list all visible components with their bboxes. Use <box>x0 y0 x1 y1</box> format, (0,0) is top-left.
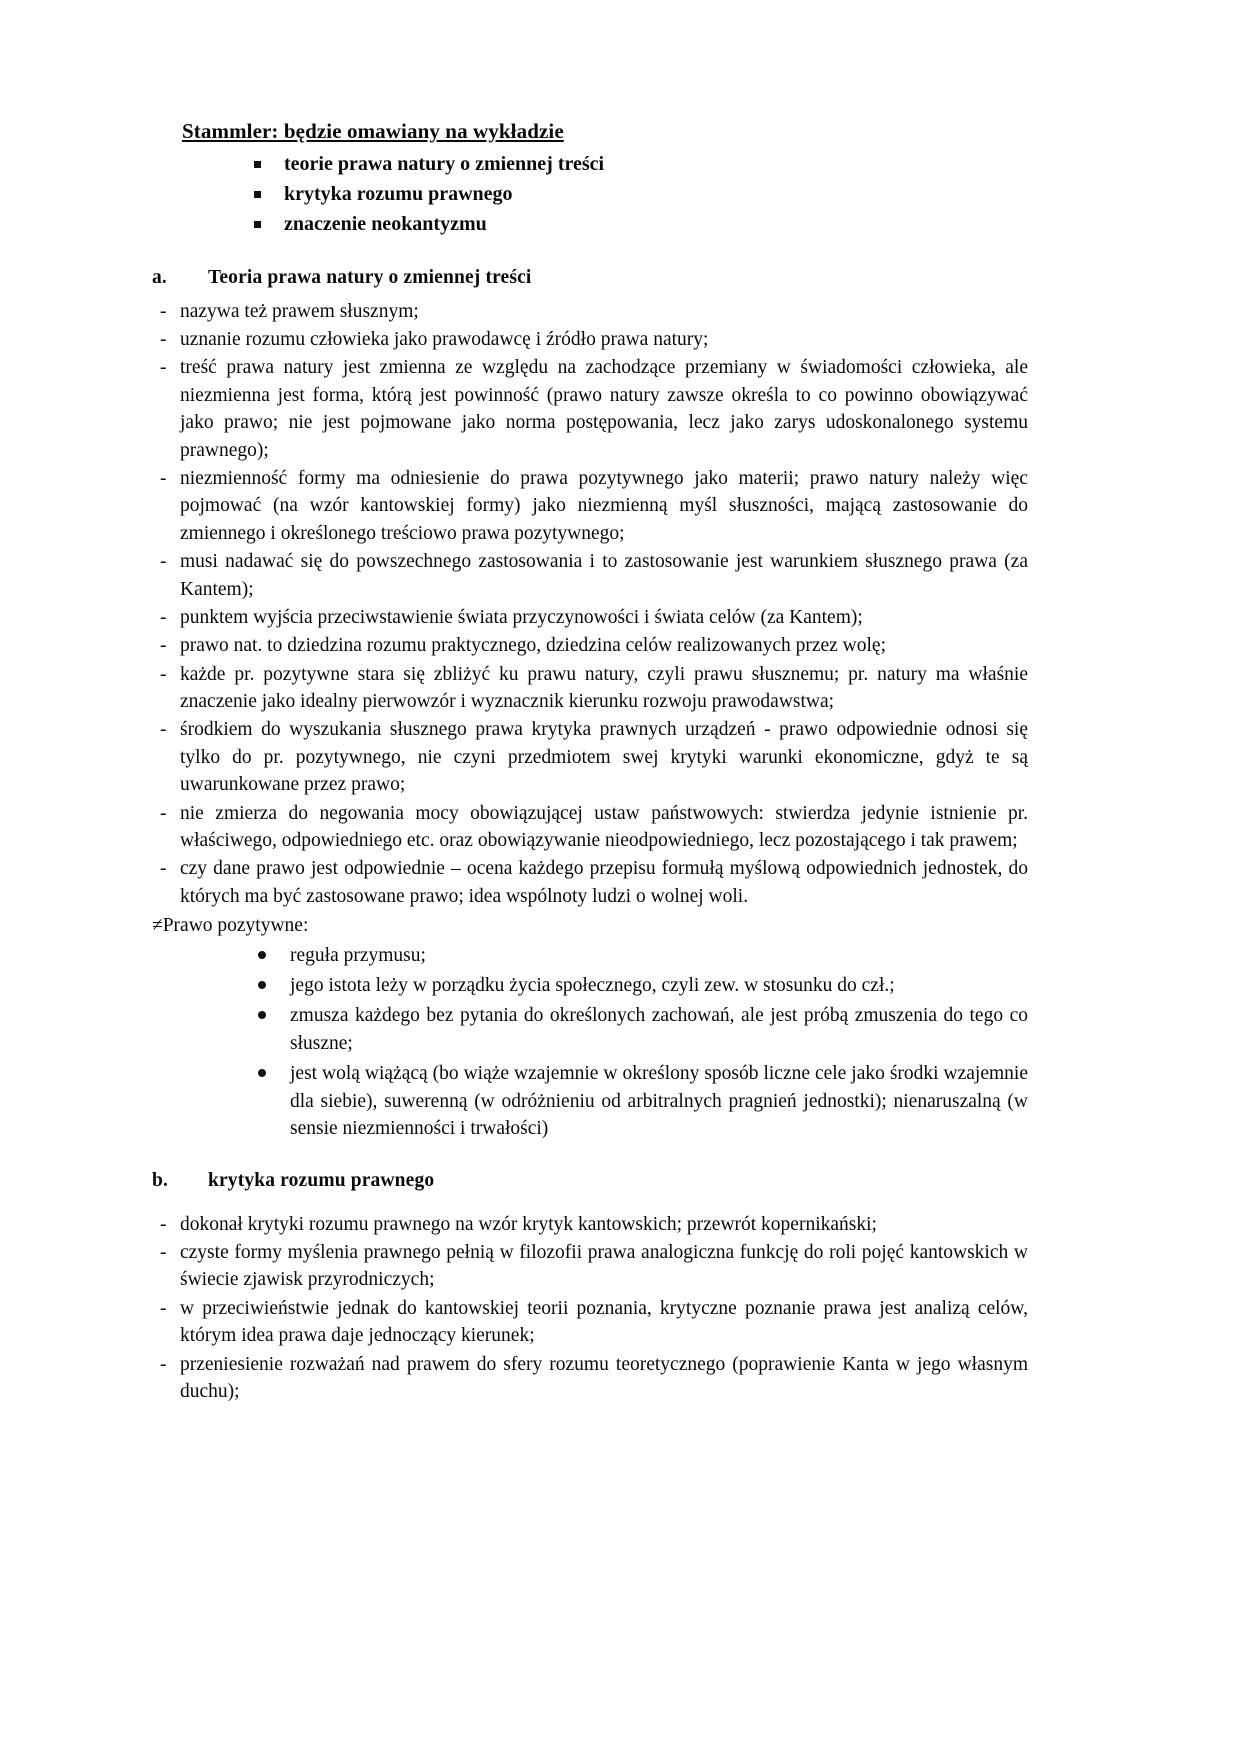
list-item <box>152 354 1028 464</box>
section-heading-a <box>152 265 1028 291</box>
dash-marker: - <box>160 1297 167 1319</box>
document-content <box>152 118 1028 1405</box>
list-item <box>152 1002 1028 1057</box>
list-item <box>152 661 1028 716</box>
item-text: jego istota leży w porządku życia społecznego, czyli zew. w stosunku do czł.; <box>290 974 895 996</box>
dash-marker: - <box>160 635 167 657</box>
item-text: punktem wyjścia przeciwstawienie świata przyczynowości i świata celów (za Kantem); <box>180 606 863 628</box>
list-item <box>152 179 1028 209</box>
dash-marker: - <box>160 663 167 685</box>
item-text: środkiem do wyszukania słusznego prawa krytyka prawnych urządzeń - prawo odpowiednie odnosi się tylko do pr. pozytywnego, nie czyni przedmiotem swej krytyki warunki ekonomiczne, gdyż te są uwarunkowane przez prawo; <box>180 719 1028 796</box>
item-text: czy dane prawo jest odpowiednie – ocena każdego przepisu formułą myślową odpowiednich jednostek, do których ma być zastosowane prawo; idea wspólnoty ludzi o wolnej woli. <box>180 858 1028 907</box>
dash-marker: - <box>160 1242 167 1264</box>
item-text: nie zmierza do negowania mocy obowiązującej ustaw państwowych: stwierdza jedynie istnienie pr. właściwego, odpowiedniego etc. oraz obowiązywanie nieodpowiedniego, lecz pozostającego i tak prawem; <box>180 802 1028 852</box>
dash-marker: - <box>160 606 167 628</box>
section-marker: a. <box>152 267 167 289</box>
list-item <box>152 298 1028 325</box>
list-item <box>152 1351 1028 1406</box>
dash-marker: - <box>160 300 167 322</box>
item-text: przeniesienie rozważań nad prawem do sfery rozumu teoretycznego (poprawienie Kanta w jego własnym duchu); <box>180 1353 1028 1402</box>
section-a-items <box>152 298 1028 911</box>
topic-label: znaczenie neokantyzmu <box>284 213 487 236</box>
section-b-items <box>152 1211 1028 1406</box>
round-bullet-icon <box>258 951 266 959</box>
list-item <box>152 1239 1028 1294</box>
section-title: krytyka rozumu prawnego <box>208 1170 435 1192</box>
list-item <box>152 1060 1028 1142</box>
list-item <box>152 632 1028 659</box>
item-text: czyste formy myślenia prawnego pełnią w filozofii prawa analogiczna funkcję do roli pojęć kantowskich w świecie zjawisk przyrodniczych; <box>180 1242 1028 1291</box>
list-item <box>152 942 1028 969</box>
item-text: jest wolą wiążącą (bo wiąże wzajemnie w określony sposób liczne cele jako środki wzajemnie dla siebie), suwerenną (w odróżnieniu od arbitralnych pragnień jednostki); nienaruszalną (w sensie niezmienności i trwałości) <box>290 1063 1028 1139</box>
item-text: treść prawa natury jest zmienna ze względu na zachodzące przemiany w świadomości człowieka, ale niezmienna jest forma, którą jest powinność (prawo natury zawsze określa to co powinno obowiązywać jako prawo; nie jest pojmowane jako norma postępowania, lecz jako zarys udoskonalonego systemu prawnego); <box>180 357 1028 461</box>
negation-label: ≠Prawo pozytywne: <box>152 915 309 937</box>
dash-marker: - <box>160 858 167 880</box>
item-text: dokonał krytyki rozumu prawnego na wzór krytyk kantowskich; przewrót kopernikański; <box>180 1213 877 1235</box>
round-bullet-icon <box>258 1069 266 1077</box>
list-item <box>152 1211 1028 1238</box>
item-text: prawo nat. to dziedzina rozumu praktycznego, dziedzina celów realizowanych przez wolę; <box>180 635 887 657</box>
list-item <box>152 326 1028 353</box>
list-item <box>152 209 1028 239</box>
item-text: uznanie rozumu człowieka jako prawodawcę i źródło prawa natury; <box>180 329 709 350</box>
item-text: niezmienność formy ma odniesienie do prawa pozytywnego jako materii; prawo natury należy więc pojmować (na wzór kantowskiej formy) jako niezmienną myśl słuszności, mającą zastosowanie do zmiennego i określonego treściowo prawa pozytywnego; <box>180 467 1028 544</box>
list-item <box>152 855 1028 910</box>
topic-label: krytyka rozumu prawnego <box>284 183 513 206</box>
dash-marker: - <box>160 1353 167 1375</box>
dash-marker: - <box>160 719 167 741</box>
section-title: Teoria prawa natury o zmiennej treści <box>208 267 532 289</box>
list-item <box>152 972 1028 999</box>
item-text: musi nadawać się do powszechnego zastosowania i to zastosowanie jest warunkiem słusznego prawa (za Kantem); <box>180 551 1028 600</box>
dash-marker: - <box>160 329 167 350</box>
dash-marker: - <box>160 802 167 824</box>
dash-marker: - <box>160 1213 167 1235</box>
positive-law-list <box>152 942 1028 1143</box>
square-bullet-icon <box>254 221 261 228</box>
section-marker: b. <box>152 1170 169 1192</box>
dash-marker: - <box>160 357 167 379</box>
list-item <box>152 548 1028 603</box>
page-title: Stammler: będzie omawiany na wykładzie <box>182 119 564 143</box>
item-text: nazywa też prawem słusznym; <box>180 300 419 322</box>
list-item <box>152 800 1028 855</box>
round-bullet-icon <box>258 981 266 989</box>
dash-marker: - <box>160 467 167 489</box>
list-item <box>152 1295 1028 1350</box>
square-bullet-icon <box>254 161 261 168</box>
item-text: zmusza każdego bez pytania do określonych zachowań, ale jest próbą zmuszenia do tego co słuszne; <box>290 1005 1028 1054</box>
list-item <box>152 716 1028 798</box>
round-bullet-icon <box>258 1011 266 1019</box>
list-item <box>152 604 1028 631</box>
list-item <box>152 465 1028 547</box>
topic-list <box>152 149 1028 239</box>
topic-label: teorie prawa natury o zmiennej treści <box>284 153 605 176</box>
dash-marker: - <box>160 551 167 573</box>
item-text: w przeciwieństwie jednak do kantowskiej teorii poznania, krytyczne poznanie prawa jest analizą celów, którym idea prawa daje jednoczący kierunek; <box>180 1297 1028 1347</box>
list-item <box>152 149 1028 179</box>
item-text: każde pr. pozytywne stara się zbliżyć ku prawu natury, czyli prawu słusznemu; pr. natury ma właśnie znaczenie jako idealny pierwowzór i wyznacznik kierunku rozwoju prawodawstwa; <box>180 663 1028 713</box>
section-heading-b <box>152 1168 1028 1194</box>
square-bullet-icon <box>254 191 261 198</box>
item-text: reguła przymusu; <box>290 944 426 966</box>
